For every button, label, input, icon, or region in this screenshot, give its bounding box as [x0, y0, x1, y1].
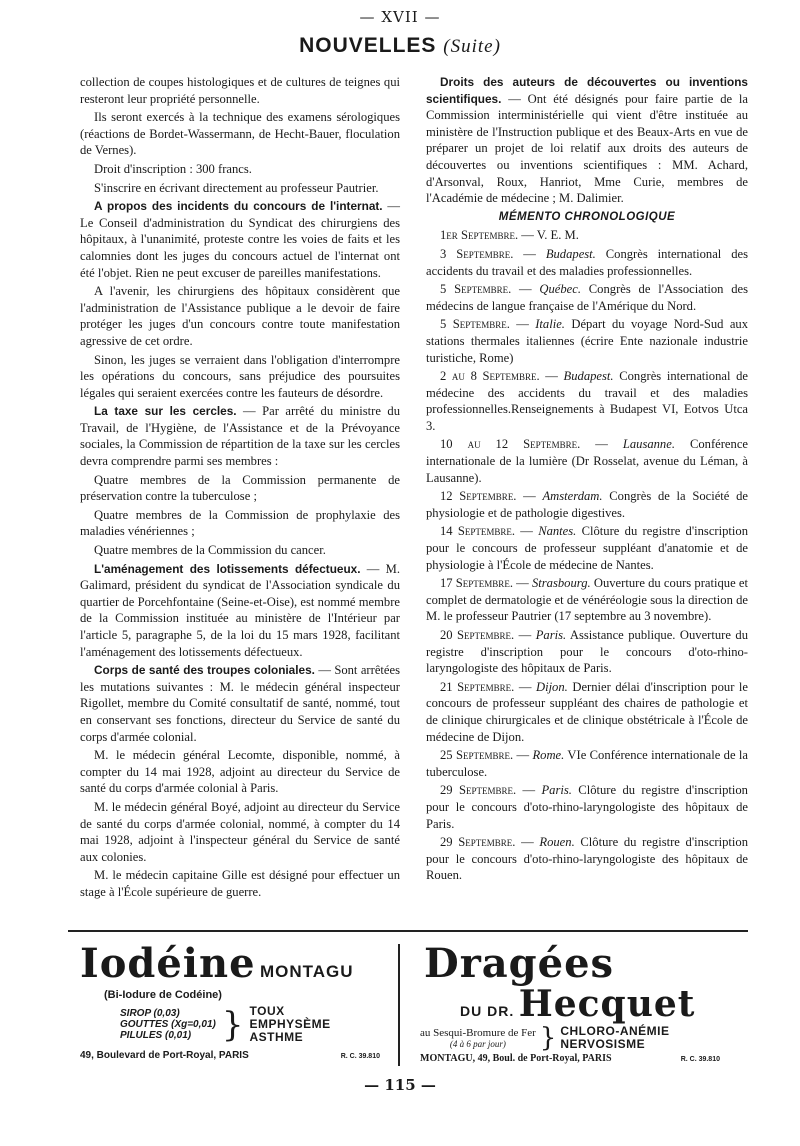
- memento-text: Clôture du registre d'inscription pour le concours de professeur suppléant d'anatomie et de physiologie à l'École de médecine de Nantes.: [426, 524, 748, 572]
- section-title-text: NOUVELLES: [299, 34, 437, 57]
- paragraph: S'inscrire en écrivant directement au professeur Pautrier.: [94, 180, 379, 195]
- page-header-roman: — XVII —: [359, 8, 441, 26]
- ad-du-dr: DU DR.: [460, 1003, 515, 1019]
- paragraph-body: — Sont arrêtées les mutations suivantes : M. le médecin général inspecteur Rigollet, membre du Comité consultatif de santé, nommé, tout en conservant ses fonctions, directeur du Service de santé du corps d'armée colonial.: [80, 663, 400, 744]
- paragraph: Quatre membres de la Commission de prophylaxie des maladies vénériennes ;: [80, 507, 400, 539]
- paragraph-body: — Ont été désignés pour faire partie de la Commission interministérielle qui vient d'être instituée au ministère de l'Instruction publique et des Beaux-Arts en vue de préparer un projet de loi relatif aux droits des auteurs de découvertes ou inventions scientifiques : MM. Achard, d'Arsonval, Roux, Hanriot, Mme Curie, membres de l'Académie de médecine ; M. Dalimier.: [426, 91, 748, 206]
- memento-date: 5 Septembre.: [440, 317, 510, 332]
- ad-indication: TOUX: [249, 1004, 285, 1018]
- ad-dosages: [120, 1008, 216, 1041]
- memento-place: Budapest.: [545, 246, 596, 261]
- memento-entry: [426, 782, 748, 832]
- paragraph: Quatre membres de la Commission permanente de préservation contre la tuberculose ;: [80, 472, 400, 504]
- paragraph: M. le médecin capitaine Gille est désigné pour effectuer un stage à l'École supérieure de guerre.: [80, 868, 400, 899]
- memento-text: Conférence internationale de la lumière (Dr Rosselat, avenue du Léman, à Lausanne).: [426, 437, 749, 485]
- paragraph: Sinon, les juges se verraient dans l'obligation d'interrompre les opérations du concours, sans préjudice des poursuites légales qui seraient exercées contre les fauteurs de désordre.: [80, 352, 400, 400]
- brace-icon: }: [221, 1004, 244, 1045]
- memento-date: 1er Septembre.: [440, 228, 519, 243]
- paragraph-heading: Corps de santé des troupes coloniales.: [94, 663, 315, 678]
- memento-text: Clôture du registre d'inscription pour le concours d'oto-rhino-laryngologiste des hôpitaux de Paris.: [426, 783, 748, 831]
- memento-date: 2 au 8 Septembre.: [440, 369, 540, 384]
- ads-divider-vertical: [398, 944, 400, 1066]
- paragraph-body: — M. Galimard, président du syndicat de l'Association syndicale du quartier de Porcehfontaine (Seine-et-Oise), est nommé membre de la Commission instituée au ministère de l'Intérieur par l'article 5, paragraphe 5, de la loi du 15 mars 1928, facilitant l'aménagement des lotissements défectueux.: [80, 561, 400, 659]
- memento-text: VIe Conférence internationale de la tuberculose.: [426, 748, 749, 779]
- paragraph: [426, 74, 748, 207]
- memento-dash: —: [513, 748, 533, 763]
- memento-text: Congrès de la Société de physiologie et de pathologie digestives.: [426, 489, 748, 520]
- ad-dosage-line: SIROP (0,03): [120, 1008, 180, 1019]
- ad-brand-secondary: MONTAGU: [260, 962, 354, 981]
- memento-date: 17 Septembre.: [440, 576, 513, 591]
- memento-place: Nantes.: [538, 524, 577, 539]
- memento-date: 10 au 12 Septembre.: [440, 437, 581, 452]
- memento-heading: MÉMENTO CHRONOLOGIQUE: [498, 210, 676, 223]
- memento-dash: —: [511, 282, 540, 297]
- ad-composition: [420, 1027, 536, 1049]
- ad-indications: [250, 1005, 331, 1044]
- memento-list: [426, 227, 748, 884]
- memento-place: Rouen.: [539, 835, 575, 850]
- memento-text: Départ du voyage Nord-Sud aux stations thermales italiennes (écrire Ente nazionale industrie turistiche, Rome): [426, 317, 749, 365]
- paragraph: M. le médecin général Lecomte, disponible, nommé, à compter du 14 mai 1928, adjoint au directeur du Service de santé du corps d'armée colonial à Paris.: [80, 748, 400, 796]
- memento-entry: [426, 368, 748, 434]
- ad-indication: CHLORO-ANÉMIE: [560, 1024, 670, 1038]
- paragraph-heading: A propos des incidents du concours de l'internat.: [94, 199, 383, 214]
- memento-text: Congrès de l'Association des médecins de langue française de l'Amérique du Nord.: [426, 282, 748, 313]
- memento-dash: —: [580, 437, 623, 452]
- ad-dosage-line: GOUTTES (Xg=0,01): [120, 1019, 216, 1030]
- memento-place: Québec.: [539, 282, 581, 297]
- memento-entry: [426, 488, 748, 521]
- memento-date: 5 Septembre.: [440, 282, 512, 297]
- ad-iodeine: [80, 940, 390, 1061]
- memento-place: Amsterdam.: [542, 489, 603, 504]
- memento-text: Dernier délai d'inscription pour le concours de professeur suppléant des chaires de pathologie et de clinique chirurgicales et de clinique obstétricale à l'École de médecine de Dijon.: [426, 679, 749, 744]
- paragraph-heading: Droits des auteurs de découvertes ou inventions scientifiques.: [426, 75, 748, 106]
- memento-dash: —: [514, 628, 536, 642]
- memento-entry: [426, 227, 748, 244]
- memento-place: Strasbourg.: [531, 576, 591, 591]
- memento-entry: [426, 523, 748, 573]
- ad-indication: EMPHYSÈME: [249, 1017, 331, 1031]
- memento-entry: [426, 679, 748, 745]
- memento-text: Congrès international des accidents du travail et des maladies professionnelles.: [426, 246, 749, 278]
- ad-brand: Dragées: [424, 940, 615, 987]
- memento-date: 29 Septembre.: [440, 835, 516, 850]
- ad-indication: NERVOSISME: [560, 1037, 646, 1051]
- ad-dragees-hecquet: [420, 940, 750, 1064]
- memento-dash: —: [515, 835, 540, 850]
- memento-entry: [426, 834, 748, 884]
- memento-dash: —: [513, 246, 546, 261]
- memento-place: Lausanne.: [622, 437, 675, 452]
- ad-address: 49, Boulevard de Port-Royal, PARIS: [80, 1050, 249, 1061]
- paragraph: Droit d'inscription : 300 francs.: [94, 161, 252, 176]
- paragraph: [80, 198, 400, 281]
- brace-icon: }: [539, 1023, 557, 1053]
- memento-text: Ouverture du cours pratique et complet de dermatologie et de vénéréologie sous la direction de M. le professeur Pautrier (17 septembre au 3 novembre).: [426, 576, 748, 624]
- ad-rc: R. C. 39.810: [340, 1053, 380, 1060]
- memento-text: Assistance publique. Ouverture du registre d'inscription pour le concours d'oto-rhino-laryngologiste des hôpitaux de Paris.: [426, 628, 748, 676]
- ad-rc: R. C. 39.810: [680, 1056, 720, 1063]
- memento-entry: [426, 627, 748, 677]
- memento-date: 3 Septembre.: [440, 246, 514, 261]
- ad-dosage-line: PILULES (0,01): [120, 1030, 192, 1041]
- ad-brand-secondary: Hecquet: [518, 983, 696, 1025]
- paragraph: [80, 403, 400, 469]
- memento-text: — V. E. M.: [518, 228, 579, 243]
- paragraph: [80, 662, 400, 745]
- memento-date: 20 Septembre.: [440, 628, 515, 642]
- memento-place: Italie.: [535, 317, 565, 332]
- paragraph: [80, 561, 400, 661]
- section-title: [0, 34, 800, 58]
- page-number: — 115 —: [364, 1076, 436, 1094]
- memento-place: Dijon.: [535, 679, 568, 694]
- memento-place: Budapest.: [563, 369, 614, 384]
- memento-date: 14 Septembre.: [440, 524, 516, 539]
- paragraph: A l'avenir, les chirurgiens des hôpitaux considèrent que l'administration de l'Assistance publique a le devoir de faire protéger les juges d'un concours contre toute manifestation agressive de cet ordre.: [80, 284, 400, 348]
- memento-entry: [426, 281, 748, 314]
- left-column: [80, 74, 400, 903]
- memento-entry: [426, 747, 748, 780]
- ad-address: MONTAGU, 49, Boul. de Port-Royal, PARIS: [420, 1053, 612, 1064]
- memento-entry: [426, 316, 748, 366]
- memento-dash: —: [514, 679, 536, 694]
- memento-dash: —: [539, 369, 564, 384]
- memento-date: 25 Septembre.: [440, 748, 514, 763]
- paragraph-heading: La taxe sur les cercles.: [94, 404, 237, 419]
- section-title-suite: (Suite): [443, 36, 501, 57]
- memento-text: Clôture du registre d'inscription pour le concours d'oto-rhino-laryngologiste des hôpitaux de Rouen.: [426, 835, 748, 883]
- right-column: [426, 74, 748, 886]
- paragraph: collection de coupes histologiques et de cultures de teignes qui resteront leur propriété personnelle.: [80, 75, 400, 106]
- ad-brand: Iodéine: [80, 940, 256, 987]
- ad-subtitle: (Bi-Iodure de Codéine): [104, 989, 222, 1001]
- memento-place: Rome.: [532, 748, 565, 763]
- memento-text: Congrès international de médecine des accidents du travail et des maladies professionnelles.Renseignements à Budapest VI, Eotvos Utca 3.: [426, 369, 749, 433]
- ad-dosage: (4 à 6 par jour): [449, 1039, 506, 1049]
- ads-divider-horizontal: [68, 930, 748, 932]
- memento-place: Paris.: [535, 628, 567, 642]
- paragraph-heading: L'aménagement des lotissements défectueux.: [94, 561, 361, 576]
- paragraph: M. le médecin général Boyé, adjoint au directeur du Service de santé du corps d'armée colonial, nommé, à compter du 14 mai 1928, adjoint à l'inspecteur général du Service de santé aux colonies.: [80, 799, 400, 864]
- memento-date: 12 Septembre.: [440, 489, 517, 504]
- memento-dash: —: [516, 489, 543, 504]
- memento-dash: —: [516, 783, 542, 798]
- memento-dash: —: [512, 576, 532, 591]
- memento-entry: [426, 436, 748, 486]
- memento-place: Paris.: [541, 783, 572, 798]
- paragraph: Quatre membres de la Commission du cancer.: [94, 543, 326, 558]
- memento-date: 29 Septembre.: [440, 783, 517, 798]
- memento-date: 21 Septembre.: [440, 679, 515, 694]
- ad-indication: ASTHME: [249, 1030, 304, 1044]
- memento-dash: —: [509, 317, 536, 332]
- ad-indications: [560, 1025, 669, 1051]
- memento-entry: [426, 246, 748, 279]
- paragraph-body: — Par arrêté du ministre du Travail, de l'Hygiène, de l'Assistance et de la Prévoyance sociales, la Commission de répartition de la taxe sur les cercles devra comprendre parmi ses membres :: [80, 404, 400, 469]
- ad-composition-line: au Sesqui-Bromure de Fer: [420, 1027, 536, 1039]
- memento-dash: —: [515, 524, 539, 539]
- paragraph: Ils seront exercés à la technique des examens sérologiques (réactions de Bordet-Wassermann, de Hecht-Bauer, floculation de Vernes).: [80, 110, 400, 158]
- paragraph-body: — Le Conseil d'administration du Syndicat des chirurgiens des hôpitaux, à l'unanimité, proteste contre les voies de faits et les calomnies dont les juges du concours actuel de l'internat ont été l'objet. Rien ne peut excuser de pareilles manifestations.: [80, 199, 400, 280]
- memento-entry: [426, 575, 748, 625]
